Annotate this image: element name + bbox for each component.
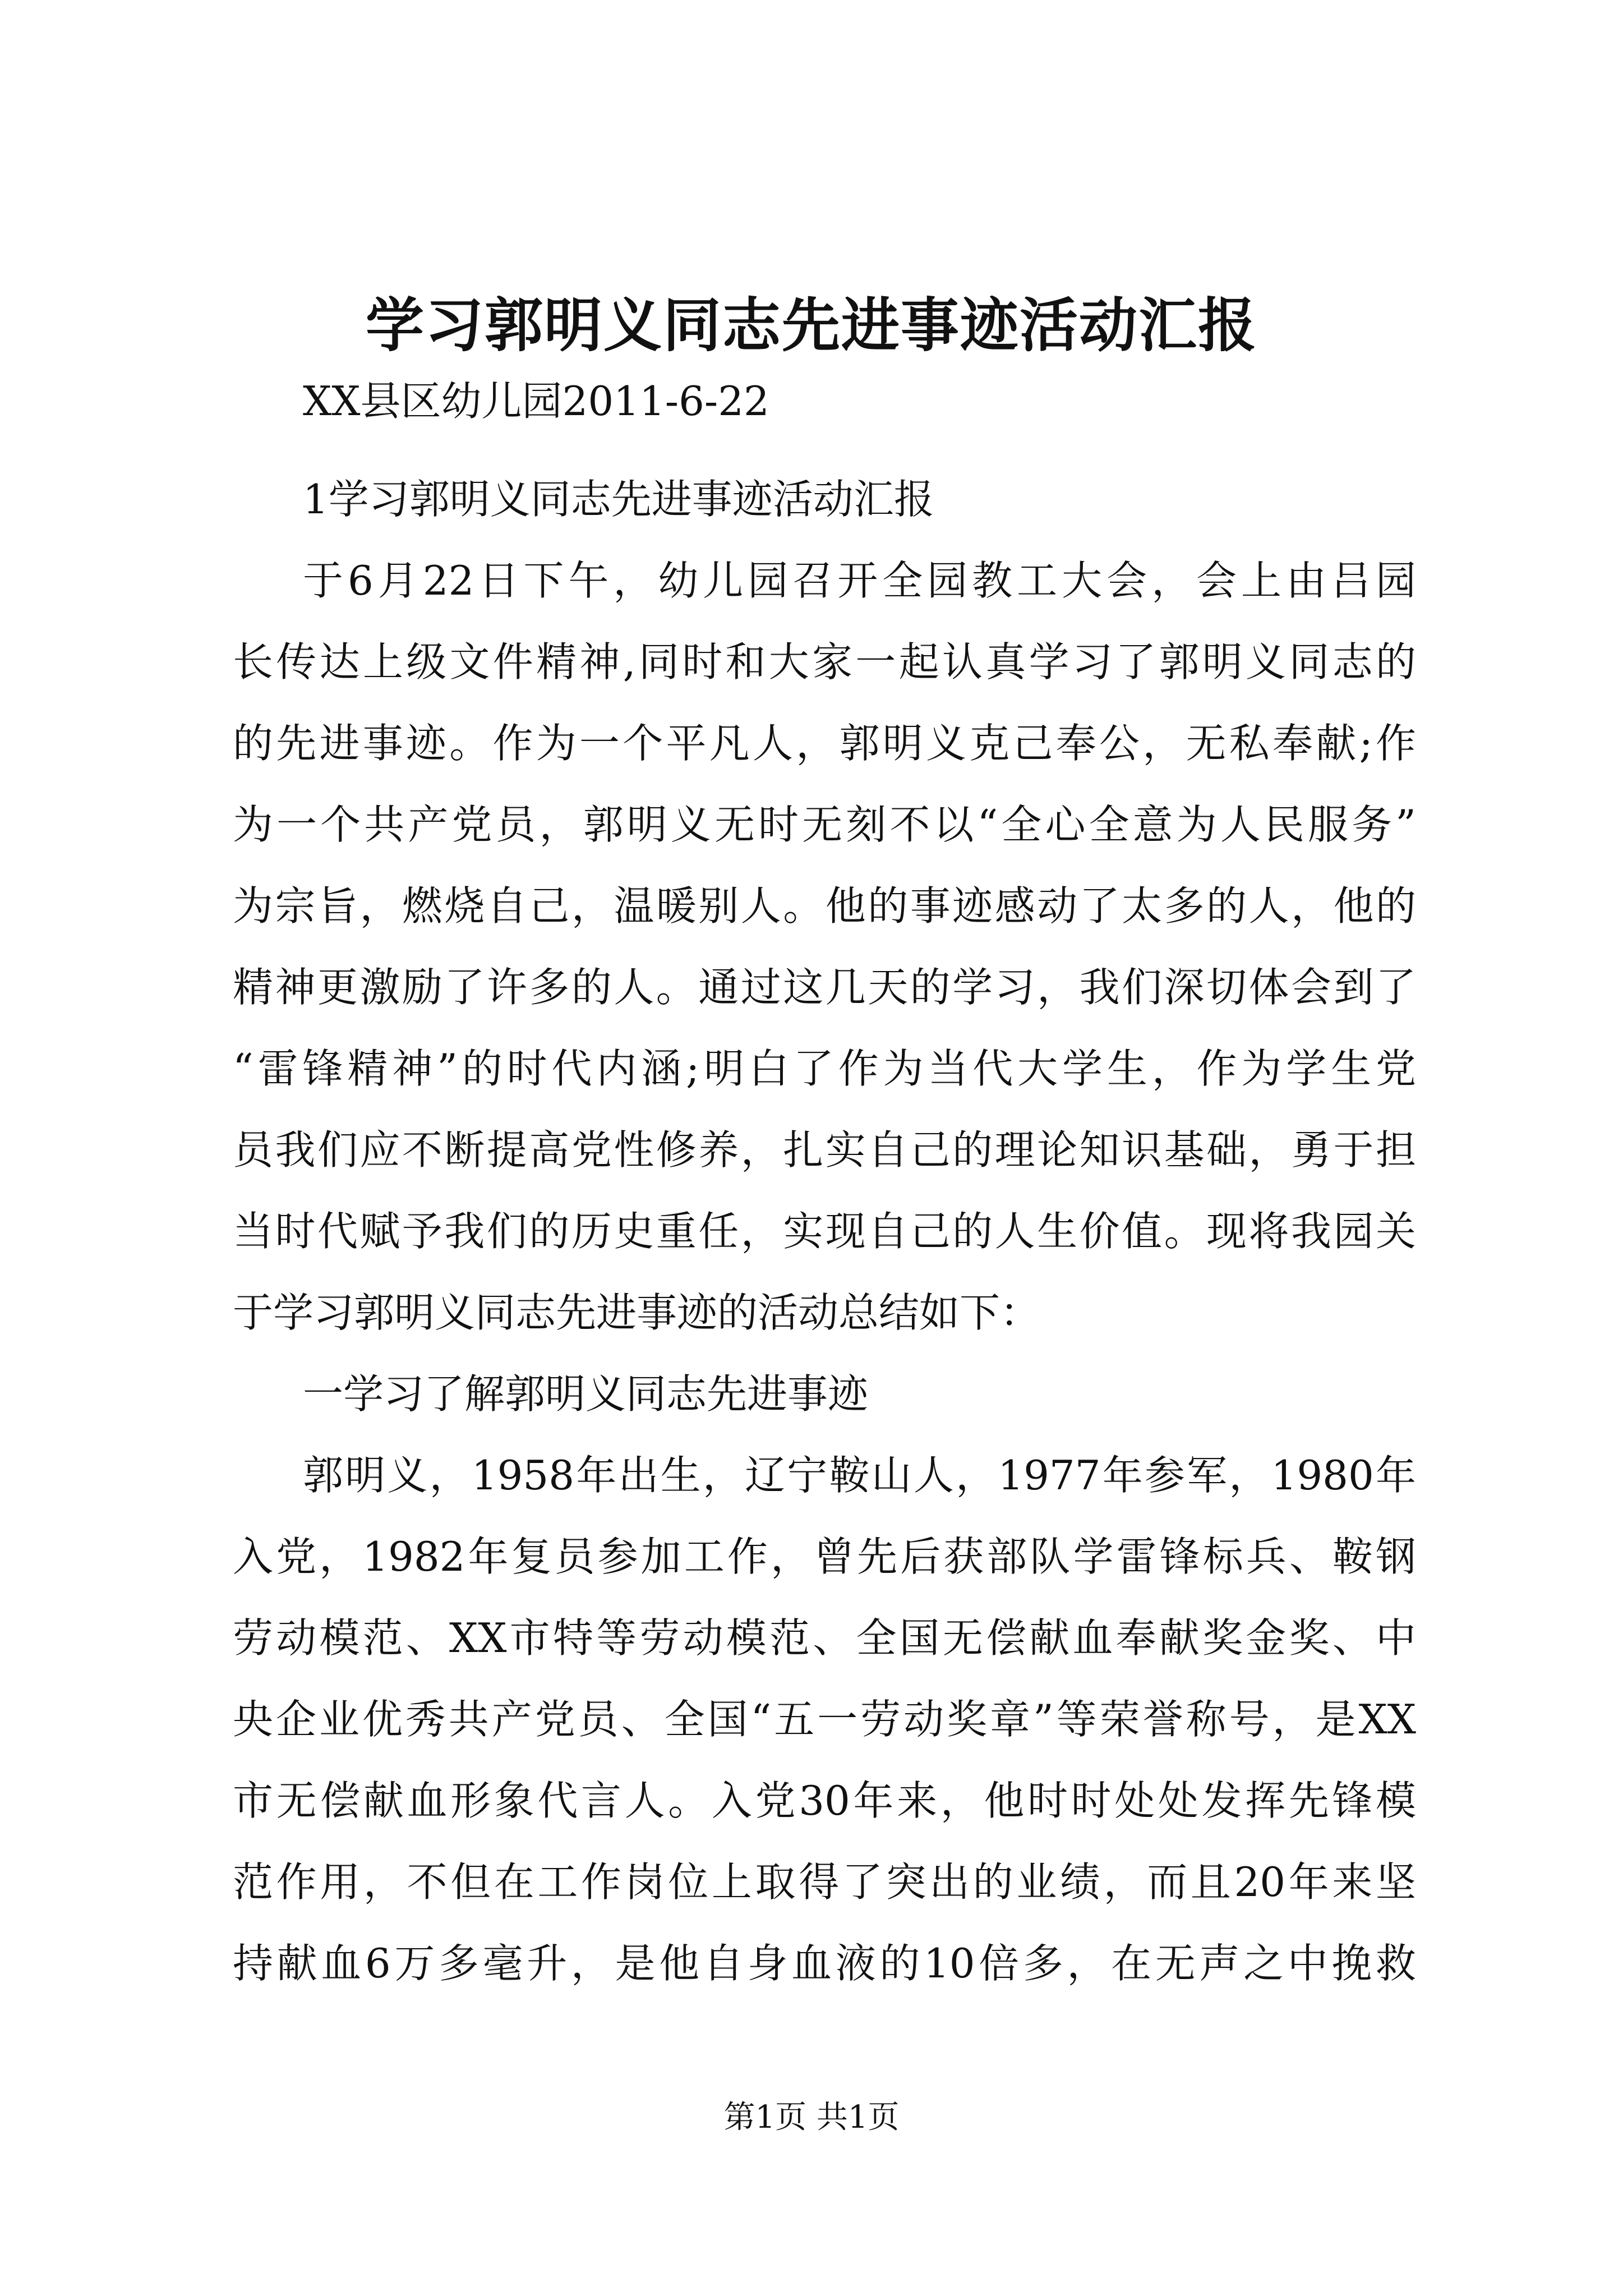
- subtitle-line: 1学习郭明义同志先进事迹活动汇报: [303, 476, 934, 523]
- paragraph-line: 的先进事迹。作为一个平凡人，郭明义克己奉公，无私奉献;作: [233, 720, 1416, 767]
- paragraph-line: 精神更激励了许多的人。通过这几天的学习，我们深切体会到了: [233, 964, 1416, 1011]
- paragraph-line: 入党，1982年复员参加工作，曾先后获部队学雷锋标兵、鞍钢: [233, 1533, 1416, 1580]
- paragraph-line: 于6月22日下午，幼儿园召开全园教工大会，会上由吕园: [303, 557, 1416, 604]
- paragraph-line: 员我们应不断提高党性修养，扎实自己的理论知识基础，勇于担: [233, 1126, 1416, 1174]
- page-footer: 第1页 共1页: [723, 2099, 900, 2136]
- paragraph-line: 持献血6万多毫升，是他自身血液的10倍多，在无声之中挽救: [233, 1940, 1416, 1987]
- paragraph-line: 范作用，不但在工作岗位上取得了突出的业绩，而且20年来坚: [233, 1858, 1416, 1906]
- paragraph-line: 郭明义，1958年出生，辽宁鞍山人，1977年参军，1980年: [303, 1452, 1416, 1499]
- paragraph-line: 市无偿献血形象代言人。入党30年来，他时时处处发挥先锋模: [233, 1777, 1416, 1824]
- paragraph-line: 于学习郭明义同志先进事迹的活动总结如下：: [233, 1289, 1041, 1336]
- document-title: 学习郭明义同志先进事迹活动汇报: [365, 291, 1257, 360]
- paragraph-line: 为宗旨，燃烧自己，温暖别人。他的事迹感动了太多的人，他的: [233, 882, 1416, 930]
- paragraph-line: “雷锋精神”的时代内涵;明白了作为当代大学生，作为学生党: [233, 1045, 1416, 1092]
- paragraph-line: 劳动模范、XX市特等劳动模范、全国无偿献血奉献奖金奖、中: [233, 1614, 1416, 1662]
- paragraph-line: 当时代赋予我们的历史重任，实现自己的人生价值。现将我园关: [233, 1208, 1416, 1255]
- paragraph-line: 央企业优秀共产党员、全国“五一劳动奖章”等荣誉称号，是XX: [233, 1696, 1416, 1743]
- paragraph-line: 长传达上级文件精神,同时和大家一起认真学习了郭明义同志的: [233, 638, 1416, 685]
- meta-line: XX县区幼儿园2011-6-22: [303, 378, 769, 425]
- section-heading: 一学习了解郭明义同志先进事迹: [303, 1370, 869, 1418]
- paragraph-line: 为一个共产党员，郭明义无时无刻不以“全心全意为人民服务”: [233, 801, 1416, 848]
